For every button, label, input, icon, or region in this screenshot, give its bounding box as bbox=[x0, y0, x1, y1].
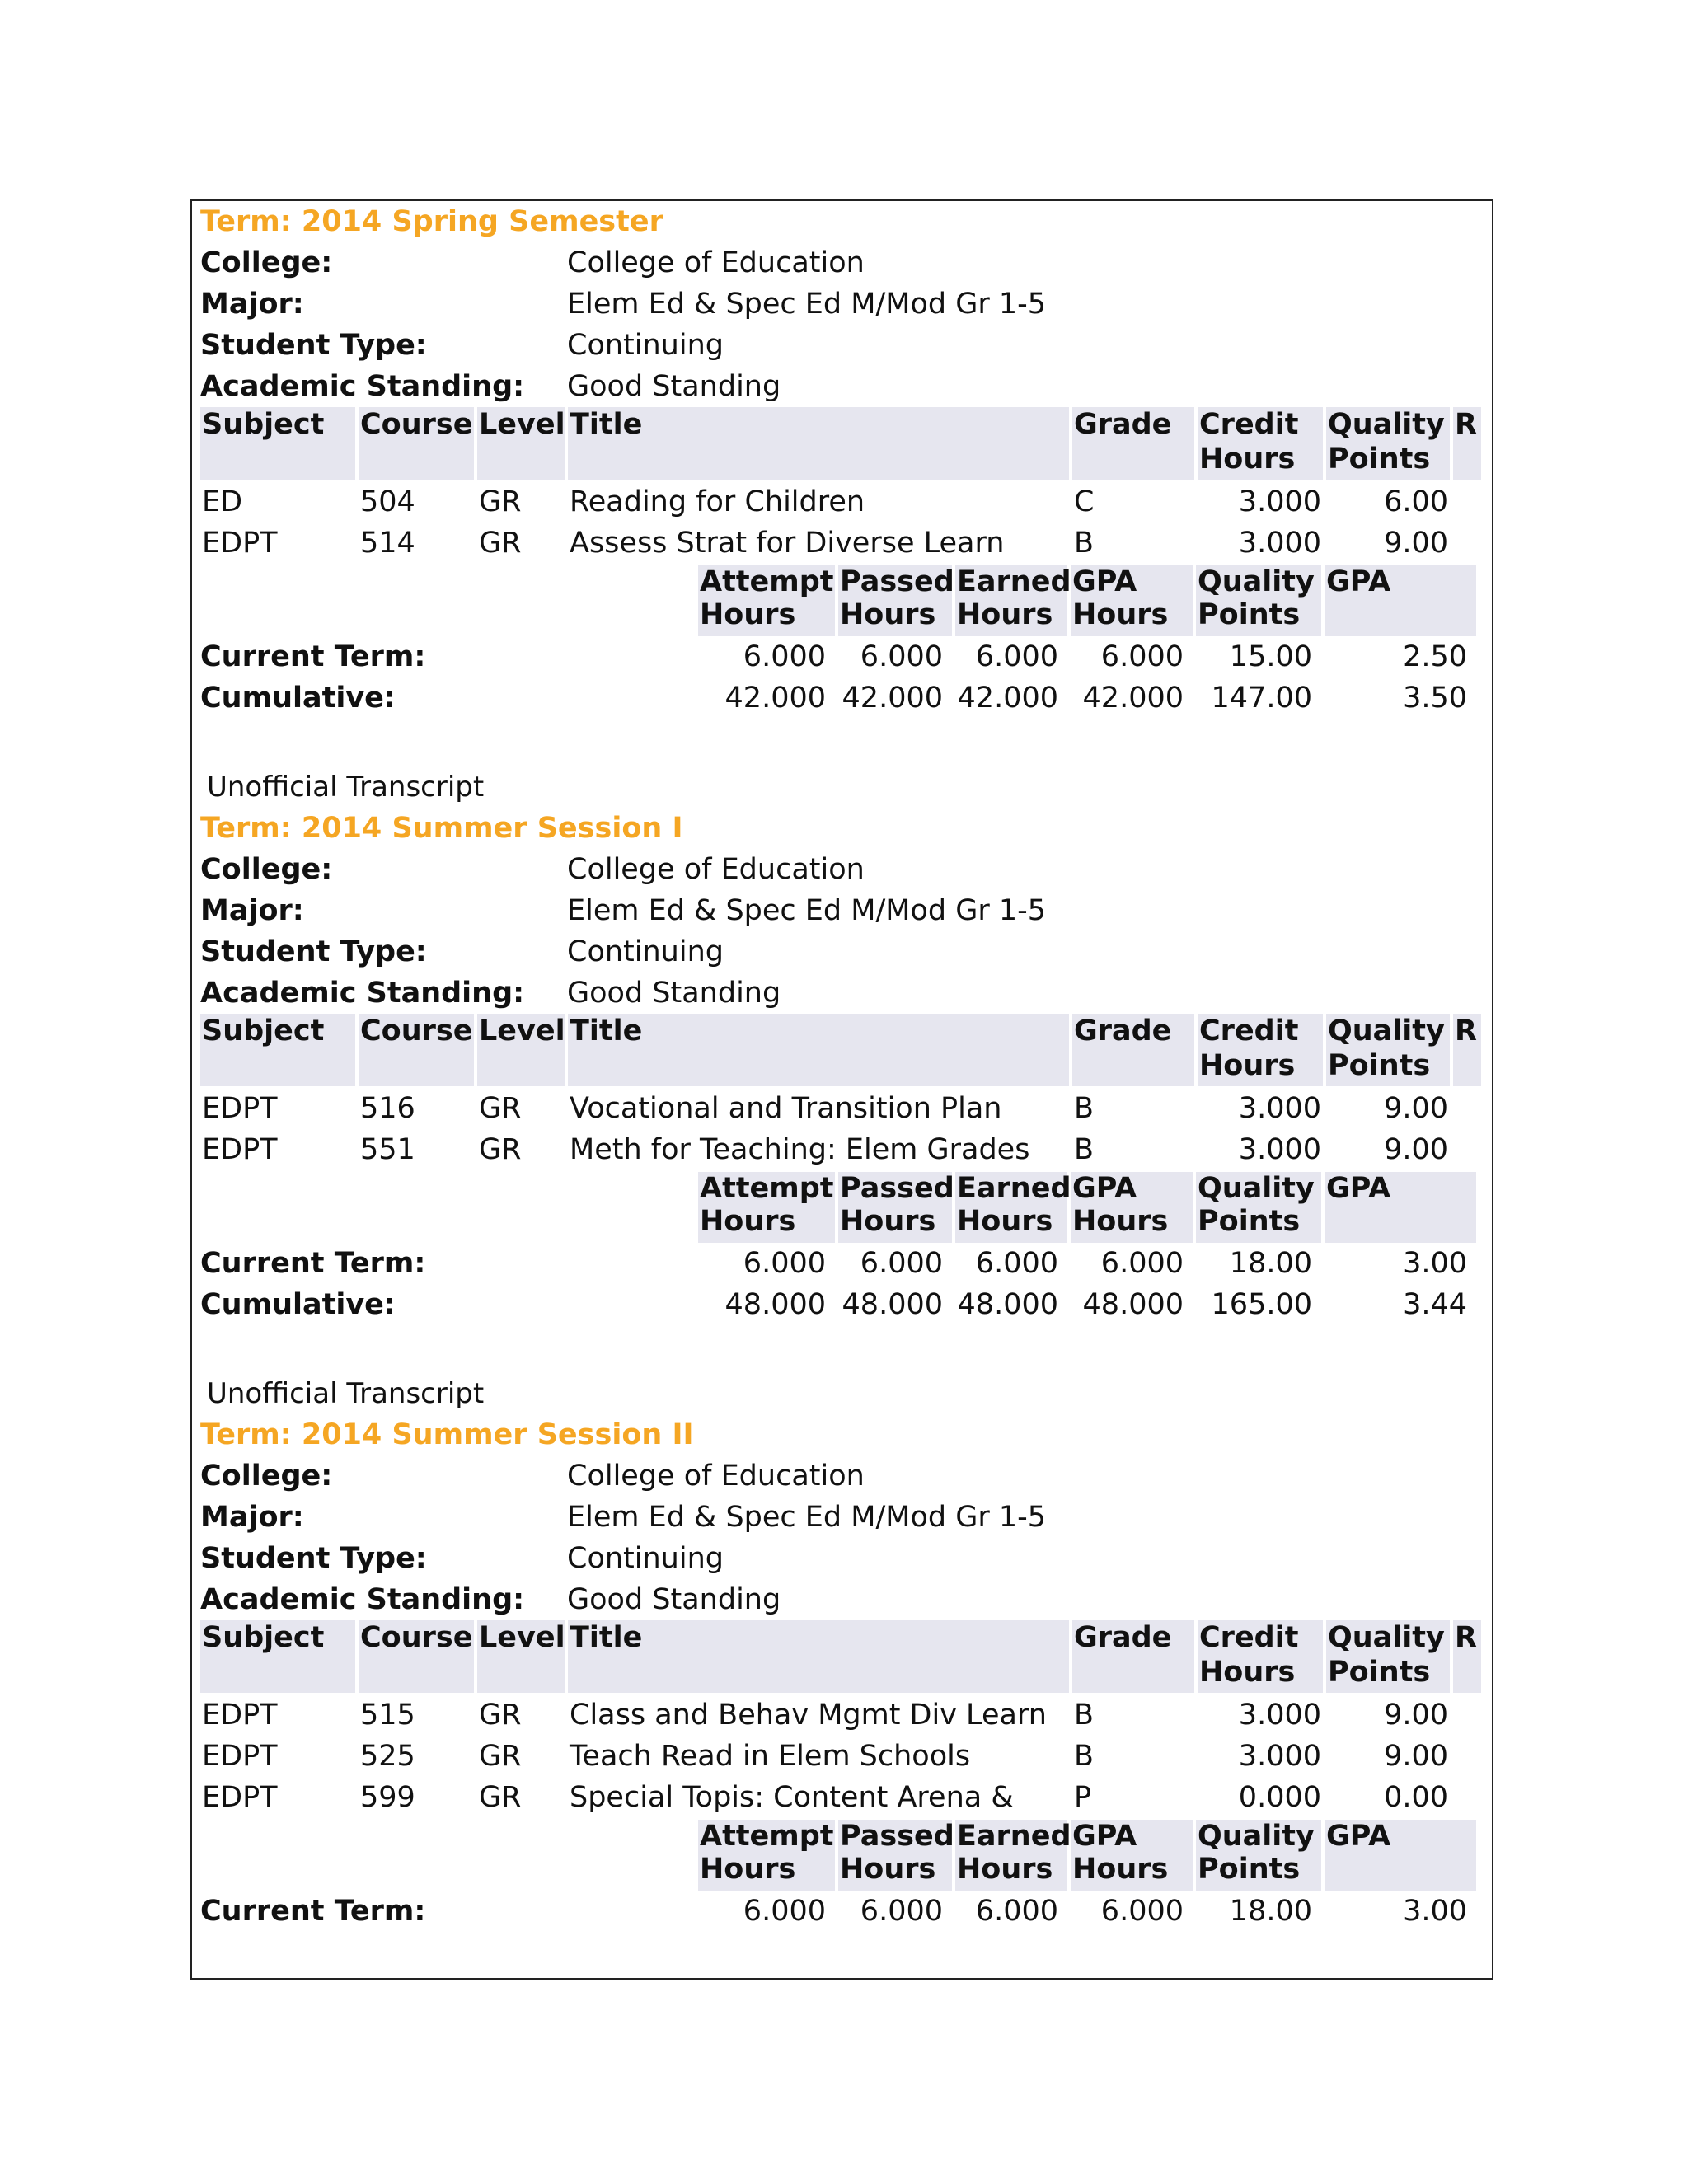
course-subject: EDPT bbox=[202, 1740, 278, 1773]
course-level: GR bbox=[479, 1699, 522, 1732]
quality-points-header bbox=[1196, 565, 1321, 636]
current-term-gpa-hours: 6.000 bbox=[1100, 640, 1184, 673]
grade-header-line: Grade bbox=[1074, 1015, 1172, 1047]
course-level: GR bbox=[479, 527, 522, 560]
cumulative-label: Cumulative: bbox=[200, 682, 396, 715]
credit-hours-header-line: Credit bbox=[1199, 1621, 1299, 1654]
credit-hours-header-line: Hours bbox=[1199, 443, 1296, 476]
course-table bbox=[200, 1014, 1477, 1170]
level-header bbox=[477, 407, 565, 480]
major-value: Elem Ed & Spec Ed M/Mod Gr 1-5 bbox=[567, 288, 1047, 321]
major-label: Major: bbox=[200, 894, 304, 927]
quality-points-header-line: Points bbox=[1328, 1656, 1431, 1689]
course-number: 516 bbox=[360, 1092, 415, 1125]
unofficial-transcript-label: Unofficial Transcript bbox=[207, 1377, 485, 1410]
course-header bbox=[359, 1014, 474, 1086]
academic-standing-value: Good Standing bbox=[567, 1583, 781, 1616]
cumulative-earned: 42.000 bbox=[957, 682, 1058, 715]
repeat-header-line: R bbox=[1455, 1015, 1477, 1047]
gpa-hours-header-line: GPA bbox=[1072, 1820, 1137, 1853]
student-type-value: Continuing bbox=[567, 935, 724, 968]
gpa-hours-header bbox=[1071, 1820, 1193, 1891]
current-term-label: Current Term: bbox=[200, 1895, 426, 1928]
course-repeat bbox=[1453, 1129, 1481, 1170]
credit-hours-header-line: Hours bbox=[1199, 1049, 1296, 1082]
student-type-value: Continuing bbox=[567, 329, 724, 362]
course-grade: B bbox=[1074, 1740, 1095, 1773]
level-header-line: Level bbox=[479, 1621, 565, 1654]
totals-header bbox=[698, 1172, 1469, 1243]
grade-header-line: Grade bbox=[1074, 1621, 1172, 1654]
cumulative-gpa: 3.44 bbox=[1403, 1288, 1467, 1321]
course-repeat bbox=[1453, 1736, 1481, 1777]
attempt-hours-header-line: Attempt bbox=[700, 1820, 834, 1853]
passed-hours-header-line: Hours bbox=[840, 1205, 936, 1238]
major-row bbox=[200, 284, 1469, 325]
passed-hours-header bbox=[838, 565, 952, 636]
course-credit-hours: 0.000 bbox=[1238, 1781, 1321, 1814]
subject-header bbox=[200, 1014, 355, 1086]
course-grade: B bbox=[1074, 1092, 1095, 1125]
quality-points-header bbox=[1326, 1620, 1450, 1693]
college-label: College: bbox=[200, 1460, 333, 1493]
course-repeat bbox=[1453, 1086, 1481, 1127]
course-title: Teach Read in Elem Schools bbox=[570, 1740, 971, 1773]
major-row bbox=[200, 890, 1469, 931]
quality-points-header-line: Quality bbox=[1328, 1015, 1445, 1047]
course-title: Special Topis: Content Arena & bbox=[570, 1781, 1014, 1814]
level-header bbox=[477, 1620, 565, 1693]
current-term-values bbox=[691, 636, 1469, 677]
cumulative-values bbox=[691, 1284, 1469, 1325]
current-term-passed: 6.000 bbox=[860, 1247, 943, 1280]
subject-header-line: Subject bbox=[202, 408, 325, 441]
course-header-line: Course bbox=[360, 408, 473, 441]
attempt-hours-header-line: Hours bbox=[700, 1205, 796, 1238]
cumulative-values bbox=[691, 677, 1469, 719]
quality-points-header-line: Points bbox=[1198, 598, 1301, 631]
course-credit-hours: 3.000 bbox=[1238, 527, 1321, 560]
course-table bbox=[200, 1620, 1477, 1818]
quality-points-header-line: Quality bbox=[1328, 1621, 1445, 1654]
credit-hours-header-line: Credit bbox=[1199, 408, 1299, 441]
passed-hours-header-line: Passed bbox=[840, 1820, 954, 1853]
quality-points-header bbox=[1196, 1172, 1321, 1243]
course-title: Class and Behav Mgmt Div Learn bbox=[570, 1699, 1047, 1732]
course-repeat bbox=[1453, 1777, 1481, 1818]
quality-points-header-line: Quality bbox=[1198, 1172, 1315, 1205]
academic-standing-value: Good Standing bbox=[567, 370, 781, 403]
cumulative-earned: 48.000 bbox=[957, 1288, 1058, 1321]
major-label: Major: bbox=[200, 1501, 304, 1534]
unofficial-transcript-label: Unofficial Transcript bbox=[207, 771, 485, 804]
college-label: College: bbox=[200, 246, 333, 279]
current-term-quality: 18.00 bbox=[1229, 1895, 1312, 1928]
title-header bbox=[568, 1620, 1069, 1693]
current-term-passed: 6.000 bbox=[860, 640, 943, 673]
grade-header bbox=[1072, 407, 1194, 480]
academic-standing-value: Good Standing bbox=[567, 977, 781, 1010]
credit-hours-header bbox=[1198, 1014, 1323, 1086]
college-row bbox=[200, 242, 1469, 284]
attempt-hours-header-line: Attempt bbox=[700, 565, 834, 598]
student-type-label: Student Type: bbox=[200, 1542, 427, 1575]
course-grade: C bbox=[1074, 485, 1095, 518]
earned-hours-header-line: Earned bbox=[957, 1820, 1071, 1853]
course-subject: ED bbox=[202, 485, 243, 518]
college-value: College of Education bbox=[567, 1460, 865, 1493]
course-level: GR bbox=[479, 1092, 522, 1125]
current-term-attempt: 6.000 bbox=[743, 1247, 826, 1280]
level-header bbox=[477, 1014, 565, 1086]
course-header bbox=[359, 1620, 474, 1693]
current-term-label: Current Term: bbox=[200, 640, 426, 673]
student-type-value: Continuing bbox=[567, 1542, 724, 1575]
course-header bbox=[359, 407, 474, 480]
cumulative-quality: 147.00 bbox=[1211, 682, 1312, 715]
course-subject: EDPT bbox=[202, 527, 278, 560]
gpa-hours-header-line: GPA bbox=[1072, 565, 1137, 598]
course-grade: B bbox=[1074, 527, 1095, 560]
gpa-header bbox=[1325, 565, 1476, 636]
current-term-gpa: 3.00 bbox=[1403, 1895, 1467, 1928]
course-quality-points: 9.00 bbox=[1384, 1699, 1448, 1732]
major-value: Elem Ed & Spec Ed M/Mod Gr 1-5 bbox=[567, 1501, 1047, 1534]
current-term-gpa: 3.00 bbox=[1403, 1247, 1467, 1280]
repeat-header-line: R bbox=[1455, 408, 1477, 441]
credit-hours-header bbox=[1198, 1620, 1323, 1693]
student-type-label: Student Type: bbox=[200, 329, 427, 362]
course-level: GR bbox=[479, 1781, 522, 1814]
cumulative-passed: 42.000 bbox=[842, 682, 943, 715]
course-number: 515 bbox=[360, 1699, 415, 1732]
gpa-header-line: GPA bbox=[1326, 1820, 1391, 1853]
grade-header-line: Grade bbox=[1074, 408, 1172, 441]
cumulative-gpa-hours: 48.000 bbox=[1082, 1288, 1184, 1321]
cumulative-gpa: 3.50 bbox=[1403, 682, 1467, 715]
level-header-line: Level bbox=[479, 408, 565, 441]
course-title: Vocational and Transition Plan bbox=[570, 1092, 1002, 1125]
passed-hours-header-line: Passed bbox=[840, 1172, 954, 1205]
course-number: 504 bbox=[360, 485, 415, 518]
cumulative-quality: 165.00 bbox=[1211, 1288, 1312, 1321]
current-term-attempt: 6.000 bbox=[743, 640, 826, 673]
gpa-header bbox=[1325, 1820, 1476, 1891]
college-label: College: bbox=[200, 853, 333, 886]
term-heading: Term: 2014 Summer Session II bbox=[200, 1418, 694, 1451]
gpa-header-line: GPA bbox=[1326, 565, 1391, 598]
academic-standing-row bbox=[200, 1579, 1469, 1620]
title-header-line: Title bbox=[570, 1621, 643, 1654]
repeat-header bbox=[1453, 407, 1481, 480]
course-title: Meth for Teaching: Elem Grades bbox=[570, 1133, 1030, 1166]
grade-header bbox=[1072, 1620, 1194, 1693]
quality-points-header-line: Points bbox=[1328, 443, 1431, 476]
quality-points-header-line: Points bbox=[1198, 1205, 1301, 1238]
current-term-gpa-hours: 6.000 bbox=[1100, 1895, 1184, 1928]
gpa-header-line: GPA bbox=[1326, 1172, 1391, 1205]
quality-points-header-line: Quality bbox=[1198, 1820, 1315, 1853]
attempt-hours-header bbox=[698, 1820, 835, 1891]
repeat-header bbox=[1453, 1014, 1481, 1086]
gpa-hours-header-line: GPA bbox=[1072, 1172, 1137, 1205]
course-header-line: Course bbox=[360, 1015, 473, 1047]
student-type-label: Student Type: bbox=[200, 935, 427, 968]
subject-header-line: Subject bbox=[202, 1621, 325, 1654]
current-term-earned: 6.000 bbox=[975, 1895, 1058, 1928]
college-value: College of Education bbox=[567, 246, 865, 279]
course-number: 525 bbox=[360, 1740, 415, 1773]
passed-hours-header bbox=[838, 1820, 952, 1891]
course-header-line: Course bbox=[360, 1621, 473, 1654]
course-level: GR bbox=[479, 1740, 522, 1773]
student-type-row bbox=[200, 325, 1469, 366]
subject-header bbox=[200, 1620, 355, 1693]
course-grade: P bbox=[1074, 1781, 1092, 1814]
subject-header bbox=[200, 407, 355, 480]
cumulative-label: Cumulative: bbox=[200, 1288, 396, 1321]
credit-hours-header-line: Credit bbox=[1199, 1015, 1299, 1047]
cumulative-attempt: 42.000 bbox=[724, 682, 826, 715]
course-credit-hours: 3.000 bbox=[1238, 1133, 1321, 1166]
quality-points-header bbox=[1326, 407, 1450, 480]
quality-points-header-line: Points bbox=[1328, 1049, 1431, 1082]
current-term-row bbox=[200, 1243, 1469, 1284]
course-number: 514 bbox=[360, 527, 415, 560]
current-term-quality: 18.00 bbox=[1229, 1247, 1312, 1280]
course-repeat bbox=[1453, 480, 1481, 521]
title-header bbox=[568, 407, 1069, 480]
course-table bbox=[200, 407, 1477, 564]
course-title: Assess Strat for Diverse Learn bbox=[570, 527, 1005, 560]
attempt-hours-header bbox=[698, 1172, 835, 1243]
earned-hours-header bbox=[955, 565, 1071, 636]
current-term-earned: 6.000 bbox=[975, 1247, 1058, 1280]
current-term-gpa-hours: 6.000 bbox=[1100, 1247, 1184, 1280]
earned-hours-header-line: Earned bbox=[957, 565, 1071, 598]
repeat-header bbox=[1453, 1620, 1481, 1693]
course-credit-hours: 3.000 bbox=[1238, 1740, 1321, 1773]
college-value: College of Education bbox=[567, 853, 865, 886]
student-type-row bbox=[200, 931, 1469, 972]
cumulative-gpa-hours: 42.000 bbox=[1082, 682, 1184, 715]
course-subject: EDPT bbox=[202, 1092, 278, 1125]
earned-hours-header-line: Hours bbox=[957, 1205, 1053, 1238]
major-row bbox=[200, 1497, 1469, 1538]
title-header-line: Title bbox=[570, 1015, 643, 1047]
credit-hours-header bbox=[1198, 407, 1323, 480]
cumulative-row bbox=[200, 1284, 1469, 1325]
earned-hours-header bbox=[955, 1820, 1071, 1891]
earned-hours-header bbox=[955, 1172, 1071, 1243]
academic-standing-label: Academic Standing: bbox=[200, 977, 525, 1010]
quality-points-header bbox=[1196, 1820, 1321, 1891]
cumulative-passed: 48.000 bbox=[842, 1288, 943, 1321]
current-term-earned: 6.000 bbox=[975, 640, 1058, 673]
course-quality-points: 9.00 bbox=[1384, 1740, 1448, 1773]
course-quality-points: 9.00 bbox=[1384, 1092, 1448, 1125]
earned-hours-header-line: Earned bbox=[957, 1172, 1071, 1205]
current-term-quality: 15.00 bbox=[1229, 640, 1312, 673]
course-quality-points: 0.00 bbox=[1384, 1781, 1448, 1814]
quality-points-header bbox=[1326, 1014, 1450, 1086]
gpa-hours-header bbox=[1071, 565, 1193, 636]
course-level: GR bbox=[479, 485, 522, 518]
major-value: Elem Ed & Spec Ed M/Mod Gr 1-5 bbox=[567, 894, 1047, 927]
course-grade: B bbox=[1074, 1133, 1095, 1166]
attempt-hours-header-line: Hours bbox=[700, 598, 796, 631]
current-term-gpa: 2.50 bbox=[1403, 640, 1467, 673]
gpa-hours-header-line: Hours bbox=[1072, 1853, 1169, 1886]
title-header bbox=[568, 1014, 1069, 1086]
current-term-passed: 6.000 bbox=[860, 1895, 943, 1928]
cumulative-attempt: 48.000 bbox=[724, 1288, 826, 1321]
gpa-hours-header-line: Hours bbox=[1072, 598, 1169, 631]
quality-points-header-line: Quality bbox=[1198, 565, 1315, 598]
college-row bbox=[200, 1455, 1469, 1497]
course-credit-hours: 3.000 bbox=[1238, 1699, 1321, 1732]
attempt-hours-header bbox=[698, 565, 835, 636]
academic-standing-label: Academic Standing: bbox=[200, 1583, 525, 1616]
term-heading: Term: 2014 Spring Semester bbox=[200, 205, 663, 238]
quality-points-header-line: Quality bbox=[1328, 408, 1445, 441]
academic-standing-label: Academic Standing: bbox=[200, 370, 525, 403]
passed-hours-header-line: Hours bbox=[840, 1853, 936, 1886]
current-term-label: Current Term: bbox=[200, 1247, 426, 1280]
student-type-row bbox=[200, 1538, 1469, 1579]
passed-hours-header-line: Passed bbox=[840, 565, 954, 598]
earned-hours-header-line: Hours bbox=[957, 598, 1053, 631]
course-repeat bbox=[1453, 1693, 1481, 1734]
title-header-line: Title bbox=[570, 408, 643, 441]
course-subject: EDPT bbox=[202, 1781, 278, 1814]
academic-standing-row bbox=[200, 366, 1469, 407]
current-term-values bbox=[691, 1243, 1469, 1284]
quality-points-header-line: Points bbox=[1198, 1853, 1301, 1886]
grade-header bbox=[1072, 1014, 1194, 1086]
passed-hours-header bbox=[838, 1172, 952, 1243]
course-grade: B bbox=[1074, 1699, 1095, 1732]
course-quality-points: 9.00 bbox=[1384, 1133, 1448, 1166]
attempt-hours-header-line: Attempt bbox=[700, 1172, 834, 1205]
current-term-row bbox=[200, 1891, 1469, 1932]
current-term-attempt: 6.000 bbox=[743, 1895, 826, 1928]
transcript-content bbox=[192, 201, 1492, 1932]
repeat-header-line: R bbox=[1455, 1621, 1477, 1654]
passed-hours-header-line: Hours bbox=[840, 598, 936, 631]
course-level: GR bbox=[479, 1133, 522, 1166]
college-row bbox=[200, 849, 1469, 890]
earned-hours-header-line: Hours bbox=[957, 1853, 1053, 1886]
attempt-hours-header-line: Hours bbox=[700, 1853, 796, 1886]
course-credit-hours: 3.000 bbox=[1238, 485, 1321, 518]
current-term-row bbox=[200, 636, 1469, 677]
course-title: Reading for Children bbox=[570, 485, 865, 518]
subject-header-line: Subject bbox=[202, 1015, 325, 1047]
cumulative-row bbox=[200, 677, 1469, 719]
term-heading: Term: 2014 Summer Session I bbox=[200, 812, 683, 845]
course-subject: EDPT bbox=[202, 1133, 278, 1166]
academic-standing-row bbox=[200, 972, 1469, 1014]
transcript-frame bbox=[190, 199, 1493, 1980]
course-subject: EDPT bbox=[202, 1699, 278, 1732]
course-quality-points: 9.00 bbox=[1384, 527, 1448, 560]
credit-hours-header-line: Hours bbox=[1199, 1656, 1296, 1689]
course-quality-points: 6.00 bbox=[1384, 485, 1448, 518]
level-header-line: Level bbox=[479, 1015, 565, 1047]
gpa-hours-header-line: Hours bbox=[1072, 1205, 1169, 1238]
totals-header bbox=[698, 565, 1469, 636]
gpa-header bbox=[1325, 1172, 1476, 1243]
course-repeat bbox=[1453, 523, 1481, 564]
major-label: Major: bbox=[200, 288, 304, 321]
course-credit-hours: 3.000 bbox=[1238, 1092, 1321, 1125]
current-term-values bbox=[691, 1891, 1469, 1932]
course-number: 599 bbox=[360, 1781, 415, 1814]
totals-header bbox=[698, 1820, 1469, 1891]
course-number: 551 bbox=[360, 1133, 415, 1166]
gpa-hours-header bbox=[1071, 1172, 1193, 1243]
